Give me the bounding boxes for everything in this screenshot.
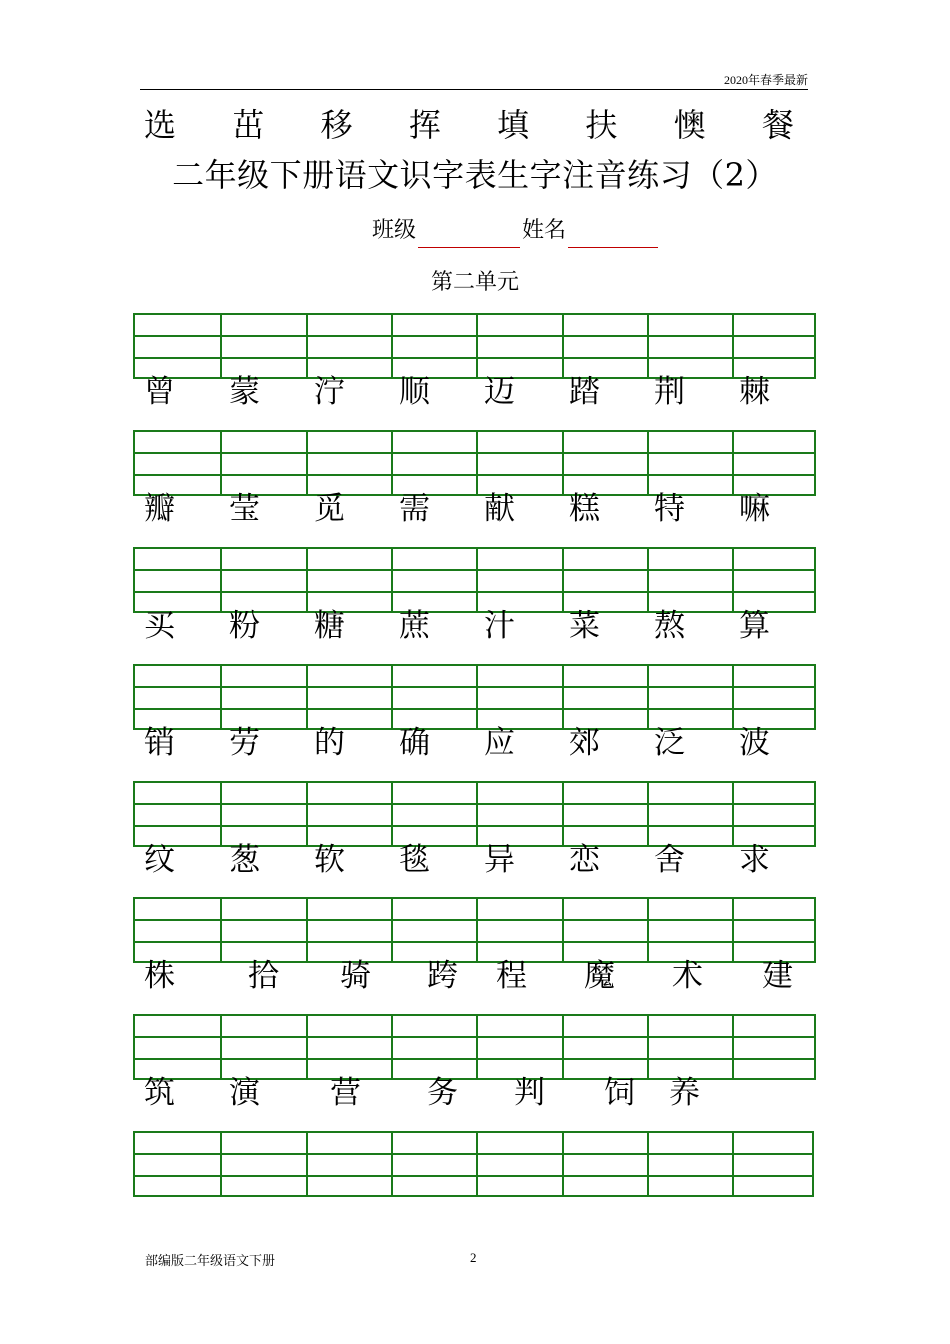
pinyin-grid[interactable] [133,781,816,847]
grid-divider [391,783,393,845]
grid-divider [391,1016,393,1078]
grid-line [135,708,814,710]
top-char: 餐 [761,106,794,144]
pinyin-grid[interactable] [133,430,816,496]
grid-divider [647,1016,649,1078]
grid-divider [220,1133,222,1195]
character-row [144,723,804,763]
top-char: 懊 [673,106,706,144]
character: 建 [762,958,793,994]
grid-divider [562,783,564,845]
name-row [372,214,660,248]
character: 纹 [144,842,175,878]
header-rule [140,89,808,90]
grid-divider [391,899,393,961]
character: 献 [484,491,515,527]
grid-divider [306,666,308,728]
top-char: 扶 [585,106,618,144]
character: 养 [669,1075,700,1111]
pinyin-grid[interactable] [133,1014,816,1080]
grid-line [135,941,814,943]
character: 曾 [144,374,175,410]
grid-line [135,686,814,688]
footer-book-title: 部编版二年级语文下册 [145,1254,276,1269]
name-blank[interactable] [568,217,658,248]
character: 魔 [584,958,615,994]
grid-divider [562,315,564,377]
character: 熬 [654,608,685,644]
character: 粉 [229,608,260,644]
grid-line [135,1175,812,1177]
character: 跨 [427,958,458,994]
top-characters [144,105,794,145]
character: 蒙 [229,374,260,410]
grid-line [135,1153,812,1155]
page-number: 2 [470,1250,477,1265]
character: 糖 [314,608,345,644]
character: 觅 [314,491,345,527]
pinyin-grid[interactable] [133,1131,814,1197]
grid-divider [562,432,564,494]
grid-divider [476,549,478,611]
character: 拾 [248,958,279,994]
character: 营 [330,1075,361,1111]
page-title: 二年级下册语文识字表生字注音练习（2） [172,156,778,194]
grid-divider [220,315,222,377]
character: 饲 [604,1075,635,1111]
grid-divider [476,432,478,494]
grid-divider [476,666,478,728]
top-char: 挥 [408,106,441,144]
grid-divider [562,899,564,961]
grid-divider [391,549,393,611]
character: 毯 [399,842,430,878]
grid-divider [732,1133,734,1195]
grid-divider [647,666,649,728]
character: 株 [144,958,175,994]
grid-divider [391,315,393,377]
character: 求 [739,842,770,878]
character: 软 [314,842,345,878]
grid-divider [732,432,734,494]
grid-divider [732,315,734,377]
unit-label: 第二单元 [430,270,519,295]
grid-line [135,803,814,805]
top-char: 选 [144,106,177,144]
character: 糕 [569,491,600,527]
name-label: 姓名 [522,218,567,243]
character-row [144,1073,804,1113]
character: 需 [399,491,430,527]
grid-divider [732,1016,734,1078]
character: 程 [496,958,527,994]
grid-divider [220,432,222,494]
character: 嘛 [739,491,770,527]
character: 恋 [569,842,600,878]
grid-line [135,474,814,476]
grid-divider [732,783,734,845]
character: 泞 [314,374,345,410]
grid-divider [562,549,564,611]
grid-line [135,335,814,337]
character: 波 [739,725,770,761]
grid-divider [476,1133,478,1195]
grid-line [135,569,814,571]
grid-divider [220,783,222,845]
character: 踏 [569,374,600,410]
grid-divider [306,315,308,377]
grid-divider [306,1016,308,1078]
character: 菜 [569,608,600,644]
character: 特 [654,491,685,527]
grid-line [135,452,814,454]
grid-divider [647,1133,649,1195]
grid-line [135,1058,814,1060]
character: 迈 [484,374,515,410]
character: 买 [144,608,175,644]
grid-divider [647,432,649,494]
character: 异 [484,842,515,878]
grid-divider [220,1016,222,1078]
character: 荆 [654,374,685,410]
character: 的 [314,725,345,761]
grid-divider [220,666,222,728]
character: 务 [427,1075,458,1111]
top-char: 移 [320,106,353,144]
character-row [144,372,804,412]
class-blank[interactable] [418,217,520,248]
grid-divider [476,315,478,377]
grid-line [135,1036,814,1038]
character: 确 [399,725,430,761]
grid-line [135,591,814,593]
grid-divider [476,899,478,961]
top-char: 茁 [232,106,265,144]
character: 筑 [144,1075,175,1111]
character: 舍 [654,842,685,878]
grid-divider [391,666,393,728]
character: 汁 [484,608,515,644]
grid-divider [562,666,564,728]
grid-divider [732,549,734,611]
character-row [144,840,804,880]
grid-line [135,919,814,921]
character: 演 [229,1075,260,1111]
grid-divider [732,666,734,728]
character-row [144,489,804,529]
character: 棘 [739,374,770,410]
character: 劳 [229,725,260,761]
grid-divider [391,432,393,494]
grid-divider [647,549,649,611]
grid-divider [562,1016,564,1078]
grid-divider [647,315,649,377]
character: 瓣 [144,491,175,527]
character: 术 [672,958,703,994]
class-label: 班级 [372,218,417,243]
grid-line [135,357,814,359]
character: 应 [484,725,515,761]
character-row [144,606,804,646]
character: 顺 [399,374,430,410]
grid-divider [306,549,308,611]
character: 蔗 [399,608,430,644]
pinyin-grid[interactable] [133,897,816,963]
grid-divider [306,899,308,961]
grid-divider [220,549,222,611]
character: 莹 [229,491,260,527]
character: 骑 [340,958,371,994]
grid-divider [562,1133,564,1195]
header-text: 2020年春季最新 [723,73,808,87]
grid-line [135,825,814,827]
character: 算 [739,608,770,644]
character-row [144,956,804,996]
pinyin-grid[interactable] [133,313,816,379]
grid-divider [391,1133,393,1195]
top-char: 填 [497,106,530,144]
character: 销 [144,725,175,761]
grid-divider [476,1016,478,1078]
grid-divider [732,899,734,961]
character: 郊 [569,725,600,761]
grid-divider [306,783,308,845]
pinyin-grid[interactable] [133,547,816,613]
character: 泛 [654,725,685,761]
grid-divider [647,783,649,845]
grid-divider [306,1133,308,1195]
grid-divider [647,899,649,961]
grid-divider [220,899,222,961]
pinyin-grid[interactable] [133,664,816,730]
grid-divider [306,432,308,494]
character: 葱 [229,842,260,878]
character: 判 [514,1075,545,1111]
grid-divider [476,783,478,845]
